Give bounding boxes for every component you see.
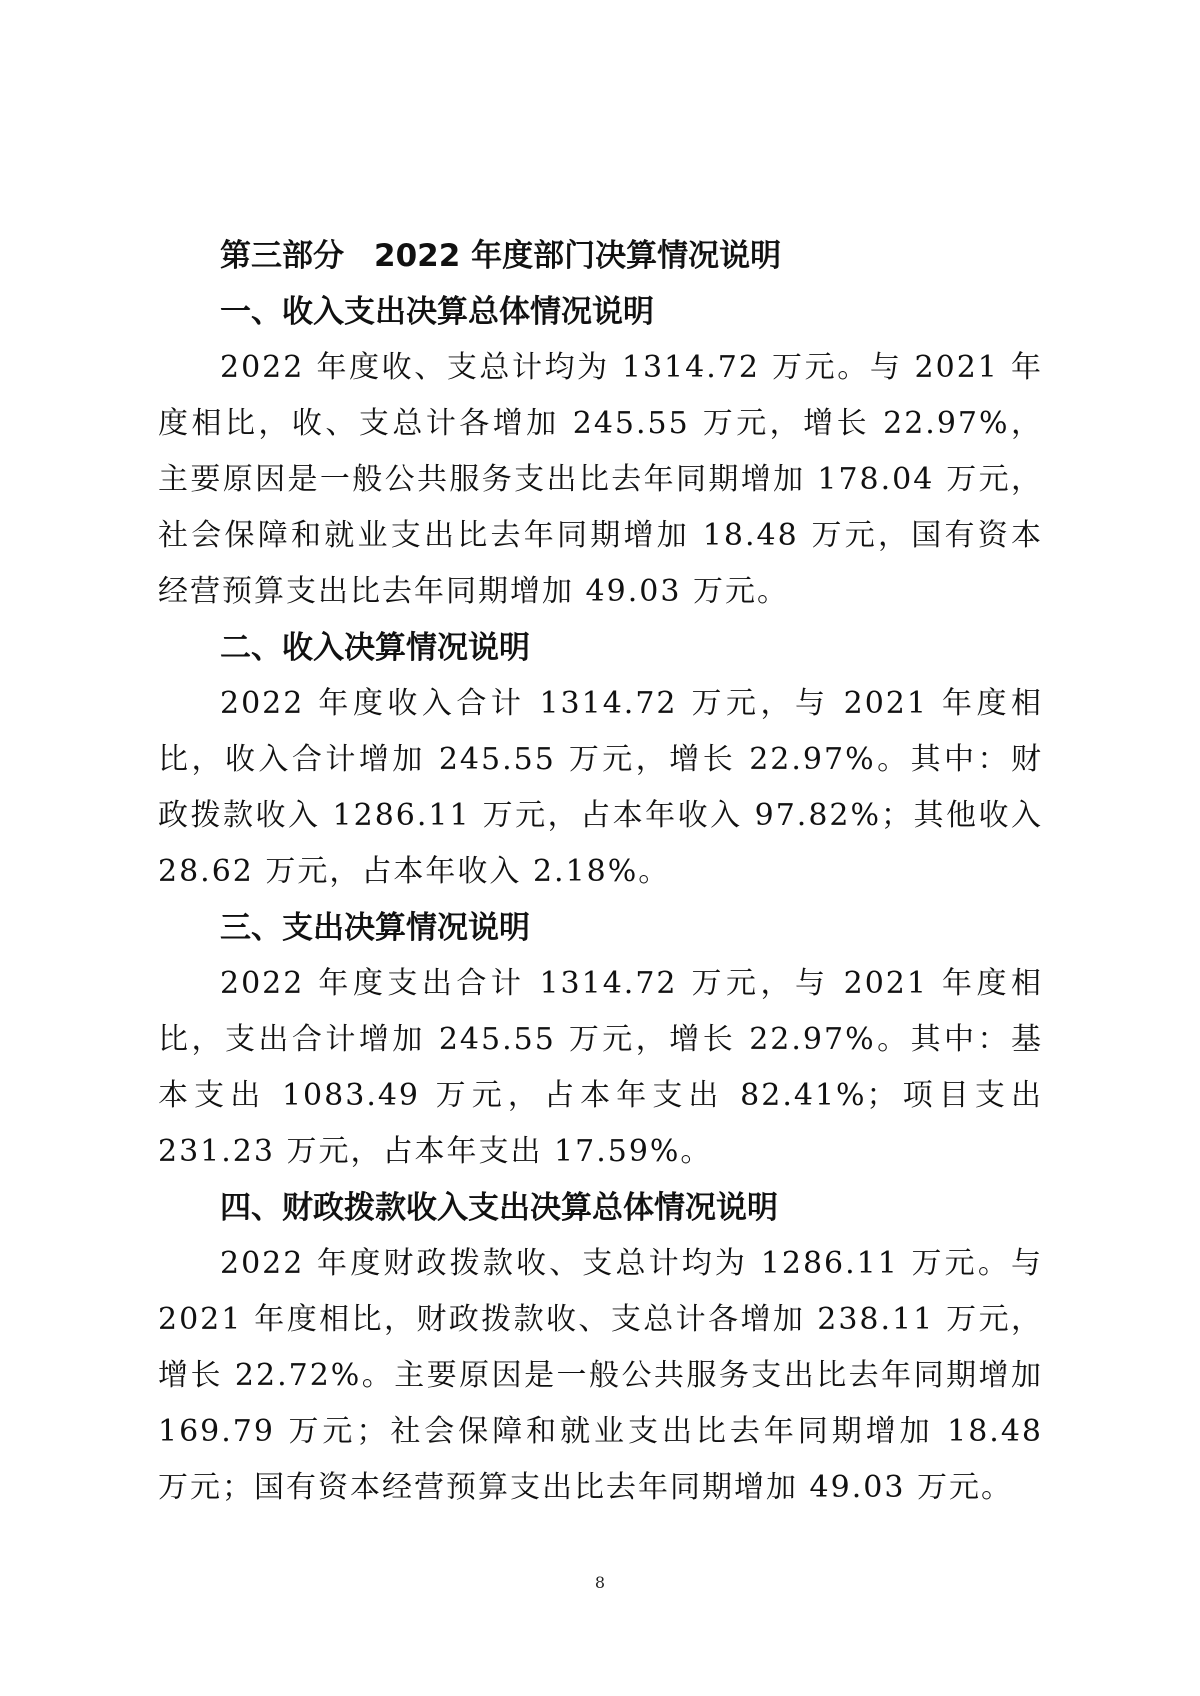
section-heading-3: 三、支出决算情况说明 — [220, 910, 530, 946]
part-title-text: 2022 年度部门决算情况说明 — [374, 238, 782, 274]
section-paragraph-4: 2022 年度财政拨款收、支总计均为 1286.11 万元。与 2021 年度相比，财政拨款收、支总计各增加 238.11 万元，增长 22.72%。主要原因是一般公共服务支出比去年同期增加 169.79 万元；社会保障和就业支出比去年同期增加 18.48 万元；国有资本经营预算支出比去年同期增加 49.03 万元。 — [158, 1246, 1043, 1505]
part-title-label: 第三部分 — [220, 238, 344, 274]
section-heading-2: 二、收入决算情况说明 — [220, 630, 530, 666]
section-paragraph-1: 2022 年度收、支总计均为 1314.72 万元。与 2021 年度相比，收、支总计各增加 245.55 万元，增长 22.97%，主要原因是一般公共服务支出比去年同期增加 178.04 万元，社会保障和就业支出比去年同期增加 18.48 万元，国有资本经营预算支出比去年同期增加 49.03 万元。 — [158, 350, 1043, 609]
part-title — [158, 228, 1043, 284]
document-body — [158, 228, 1043, 1516]
section-heading-1: 一、收入支出决算总体情况说明 — [220, 294, 654, 330]
section-paragraph-3: 2022 年度支出合计 1314.72 万元，与 2021 年度相比，支出合计增加 245.55 万元，增长 22.97%。其中：基本支出 1083.49 万元，占本年支出 82.41%；项目支出 231.23 万元，占本年支出 17.59%。 — [158, 966, 1043, 1169]
section-paragraph-2: 2022 年度收入合计 1314.72 万元，与 2021 年度相比，收入合计增加 245.55 万元，增长 22.97%。其中：财政拨款收入 1286.11 万元，占本年收入 97.82%；其他收入 28.62 万元，占本年收入 2.18%。 — [158, 686, 1043, 889]
page-number: 8 — [594, 1573, 606, 1592]
section-heading-4: 四、财政拨款收入支出决算总体情况说明 — [220, 1190, 778, 1226]
